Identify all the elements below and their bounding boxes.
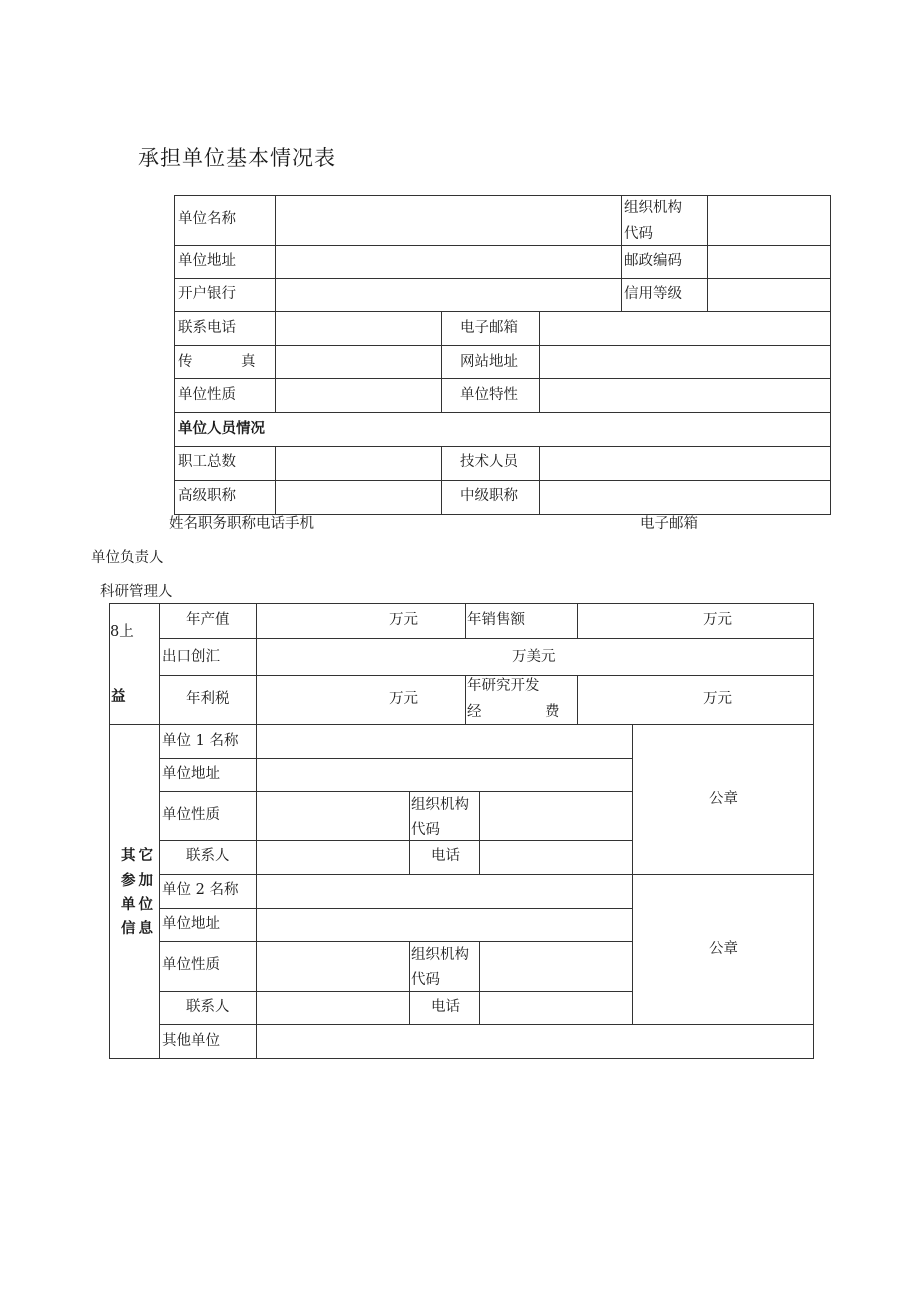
label-unit2-seal: 公章 [709,941,738,957]
label-unit2-address: 单位地址 [162,916,220,932]
label-unit-address: 单位地址 [178,253,236,269]
unit2-nature-field[interactable] [256,941,410,992]
label-tax-unit: 万元 [389,691,418,707]
label-unit1-name: 单位 1 名称 [162,733,239,749]
label-unit2-phone: 电话 [431,999,460,1015]
annual-sales-field[interactable] [577,603,814,639]
label-side-benefit-1: 8上 [110,624,134,640]
cell-benefit-side [109,603,160,725]
label-tech-staff: 技术人员 [460,454,518,470]
label-unit2-org-2: 代码 [411,972,440,988]
unit-name-field[interactable] [275,195,622,246]
label-bank: 开户银行 [178,286,236,302]
unit2-contact-field[interactable] [256,991,410,1025]
credit-rating-field[interactable] [707,278,831,312]
label-unit1-address: 单位地址 [162,766,220,782]
unit2-phone-field[interactable] [479,991,633,1025]
label-export: 出口创汇 [162,649,220,665]
label-email: 电子邮箱 [460,320,518,336]
staff-header-row [174,412,831,447]
label-rd-unit: 万元 [703,691,732,707]
label-unit2-contact: 联系人 [186,999,230,1015]
label-unit2-nature: 单位性质 [162,957,220,973]
label-annual-output: 年产值 [186,612,230,628]
postal-code-field[interactable] [707,245,831,279]
contacts-header-email: 电子邮箱 [640,516,698,532]
label-mid-title: 中级职称 [460,488,518,504]
label-side-other-1: 其它 [121,848,156,864]
label-senior-title: 高级职称 [178,488,236,504]
contacts-header-fields: 姓名职务职称电话手机 [169,516,314,532]
label-unit1-org-1: 组织机构 [411,797,469,813]
label-unit1-contact: 联系人 [186,848,230,864]
unit-address-field[interactable] [275,245,622,279]
mid-title-field[interactable] [539,480,831,515]
label-rd-2a: 经 [467,704,482,720]
label-side-benefit-2: 益 [111,689,126,705]
tech-staff-field[interactable] [539,446,831,481]
bank-field[interactable] [275,278,622,312]
website-field[interactable] [539,345,831,379]
label-rd-1: 年研究开发 [467,678,540,694]
fax-field[interactable] [275,345,442,379]
label-unit1-nature: 单位性质 [162,807,220,823]
label-org-code-2: 代码 [624,226,653,242]
label-unit1-org-2: 代码 [411,822,440,838]
label-sales-unit: 万元 [703,612,732,628]
unit2-name-field[interactable] [256,874,633,909]
phone-field[interactable] [275,311,442,346]
total-staff-field[interactable] [275,446,442,481]
unit1-phone-field[interactable] [479,840,633,875]
label-phone: 联系电话 [178,320,236,336]
label-output-unit: 万元 [389,612,418,628]
label-credit-rating: 信用等级 [624,286,682,302]
unit1-org-code-field[interactable] [479,791,633,841]
label-side-other-2: 参加 [121,873,156,889]
label-unit2-org-1: 组织机构 [411,947,469,963]
label-unit-nature: 单位性质 [178,387,236,403]
unit1-nature-field[interactable] [256,791,410,841]
unit-feature-field[interactable] [539,378,831,413]
unit2-org-code-field[interactable] [479,941,633,992]
label-rd-2b: 费 [545,704,560,720]
other-units-field[interactable] [256,1024,814,1059]
label-fax-1: 传 [178,354,193,370]
label-unit1-seal: 公章 [709,791,738,807]
label-website: 网站地址 [460,354,518,370]
annual-output-field[interactable] [256,603,466,639]
rd-funding-field[interactable] [577,675,814,725]
label-export-unit: 万美元 [512,649,556,665]
label-annual-tax: 年利税 [186,691,230,707]
org-code-field[interactable] [707,195,831,246]
email-field[interactable] [539,311,831,346]
label-side-other-3: 单位 [121,897,156,913]
label-unit-feature: 单位特性 [460,387,518,403]
annual-tax-field[interactable] [256,675,466,725]
label-unit2-name: 单位 2 名称 [162,882,239,898]
label-annual-sales: 年销售额 [467,612,525,628]
unit2-address-field[interactable] [256,908,633,942]
label-research-manager: 科研管理人 [100,584,173,600]
unit1-contact-field[interactable] [256,840,410,875]
label-unit-head: 单位负责人 [91,550,164,566]
label-postal-code: 邮政编码 [624,253,682,269]
label-total-staff: 职工总数 [178,454,236,470]
page-title: 承担单位基本情况表 [138,146,336,170]
label-side-other-4: 信息 [121,921,156,937]
label-unit1-phone: 电话 [431,848,460,864]
label-org-code-1: 组织机构 [624,200,682,216]
label-other-units: 其他单位 [162,1033,220,1049]
unit1-name-field[interactable] [256,724,633,759]
unit1-address-field[interactable] [256,758,633,792]
label-unit-name: 单位名称 [178,211,236,227]
label-staff-header: 单位人员情况 [178,421,265,437]
senior-title-field[interactable] [275,480,442,515]
unit-nature-field[interactable] [275,378,442,413]
cell-other-units-side [109,724,160,1059]
label-fax-2: 真 [241,354,256,370]
